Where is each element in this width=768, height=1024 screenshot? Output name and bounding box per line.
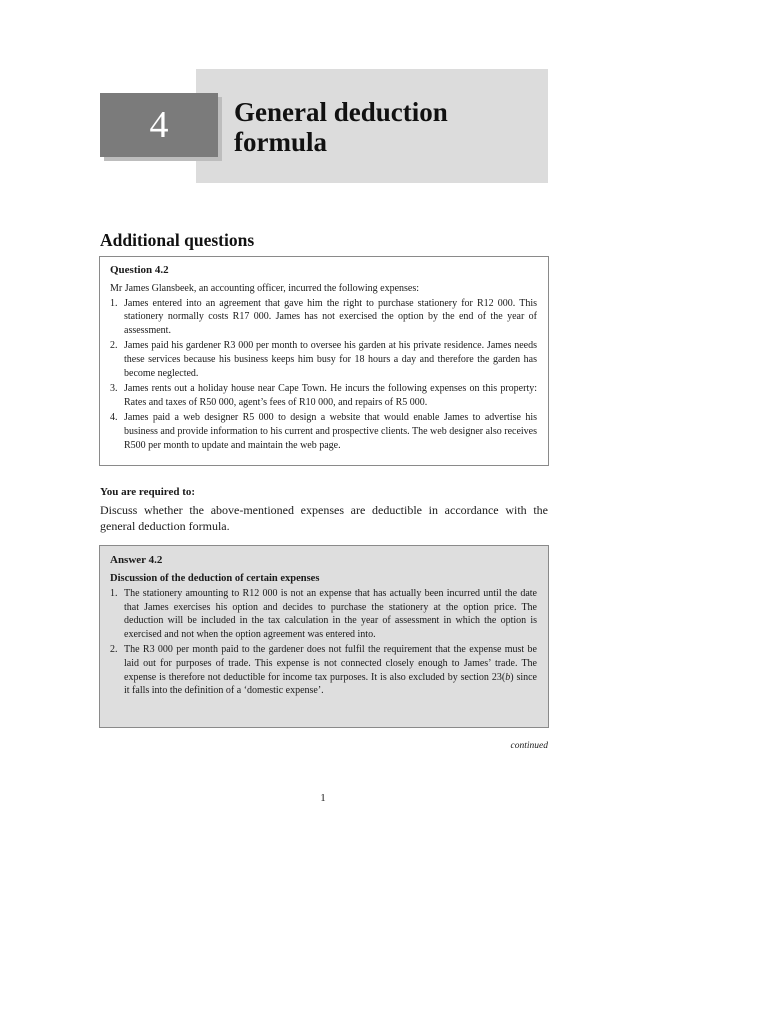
item-text: James paid a web designer R5 000 to design a website that would enable James to advertise his business and provide information to his current and prospective clients. The web designer also receives R500 per month to update and maintain the web page. — [124, 412, 537, 451]
item-text: The stationery amounting to R12 000 is not an expense that has actually been incurred until the date that James exercises his option and decides to purchase the stationery at the option price. The deduction will be included in the tax calculation in the year of assessment in which the option is exercised and not when the option agreement was entered into. — [124, 588, 537, 640]
answer-box — [99, 545, 549, 728]
item-number: 2. — [110, 644, 118, 656]
item-text: James entered into an agreement that gave him the right to purchase stationery for R12 000. This stationery normally costs R17 000. James has not exercised the option by the end of the year of assessment. — [124, 297, 537, 336]
answer-item — [110, 643, 537, 697]
question-item — [110, 297, 537, 338]
item-number: 4. — [110, 412, 118, 424]
chapter-number: 4 — [100, 93, 218, 157]
chapter-title-line-2: formula — [234, 127, 327, 157]
chapter-title-line-1: General deduction — [234, 97, 448, 127]
question-item — [110, 339, 537, 380]
answer-subtitle: Discussion of the deduction of certain expenses — [110, 573, 320, 584]
item-number: 2. — [110, 340, 118, 352]
item-number: 3. — [110, 383, 118, 395]
question-item — [110, 382, 537, 409]
continued-note: continued — [510, 741, 548, 751]
section-heading: Additional questions — [100, 230, 255, 250]
item-number: 1. — [110, 588, 118, 599]
item-text: James paid his gardener R3 000 per month to oversee his garden at his private residence. James needs these services because his business keeps him busy for 18 hours a day and therefore the garden has become neglected. — [124, 340, 537, 379]
question-intro: Mr James Glansbeek, an accounting officer, incurred the following expenses: — [110, 283, 420, 294]
answer-title: Answer 4.2 — [110, 554, 163, 566]
chapter-title — [234, 97, 534, 157]
item-text: James rents out a holiday house near Cape Town. He incurs the following expenses on this property: Rates and taxes of R50 000, agent’s fees of R10 000, and repairs of R5 000. — [124, 383, 537, 408]
item-text-start: The R3 000 per month paid to the gardener does not fulfil the requirement that the expense must be laid out for purposes of trade. This expense is not connected closely enough to James’ trade. The expense is therefore not deductible for income tax purposes. It is also excluded by section 23( — [124, 644, 537, 683]
question-box — [99, 256, 549, 466]
answer-list — [110, 587, 537, 698]
required-heading: You are required to: — [100, 486, 196, 498]
question-item — [110, 411, 537, 452]
item-text-italic: b — [505, 671, 511, 683]
item-text-end: ) since it falls into the definition of a ‘domestic expense’. — [124, 671, 537, 697]
required-text: Discuss whether the above-mentioned expenses are deductible in accordance with the general deduction formula. — [100, 503, 548, 533]
question-title: Question 4.2 — [110, 264, 169, 276]
question-list — [110, 297, 537, 453]
item-number: 1. — [110, 297, 118, 309]
page-number: 1 — [320, 792, 326, 804]
answer-item — [110, 587, 537, 641]
